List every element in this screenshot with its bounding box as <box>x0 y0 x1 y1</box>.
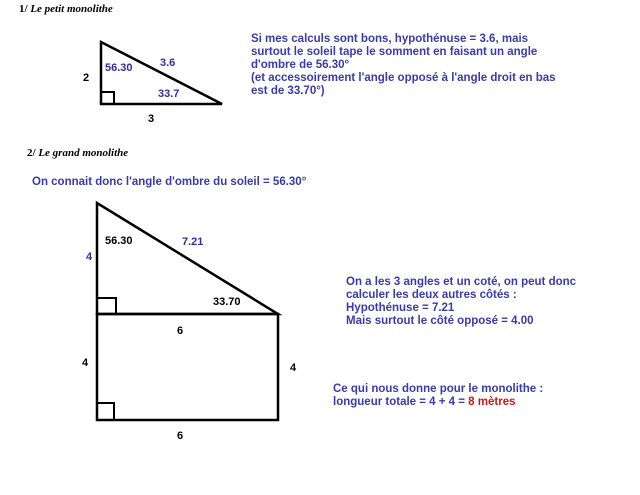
small-hypotenuse-label: 3.6 <box>160 57 176 69</box>
section1-line-2: surtout le soleil tape le somment en faisant un angle <box>251 46 538 58</box>
small-right-angle-marker <box>101 92 114 104</box>
big-triangle-left-label: 4 <box>86 251 93 263</box>
big-rect-right-label: 4 <box>290 362 297 374</box>
section1-title: Le petit monolithe <box>30 3 113 15</box>
conclusion-result: 8 mètres <box>468 396 516 408</box>
big-top-angle-label: 56.30 <box>105 235 133 247</box>
conclusion-line-1: Ce qui nous donne pour le monolithe : <box>333 383 544 395</box>
section2-line-3: Hypothénuse = 7.21 <box>346 302 455 314</box>
conclusion-prefix: longueur totale = 4 + 4 = <box>333 396 469 408</box>
big-bottom-angle-label: 33.70 <box>213 296 241 308</box>
big-triangle-shape <box>97 203 278 314</box>
section2-intro: On connait donc l'angle d'ombre du soleil = 56.30° <box>32 176 307 188</box>
small-left-side-label: 2 <box>83 72 90 84</box>
small-bottom-side-label: 3 <box>148 113 155 125</box>
big-rect-left-label: 4 <box>82 357 89 369</box>
section2-title: Le grand monolithe <box>38 147 129 159</box>
big-hypotenuse-label: 7.21 <box>182 236 204 248</box>
section1-line-5: est de 33.70°) <box>251 85 325 97</box>
section2-line-1: On a les 3 angles et un coté, on peut donc <box>346 276 577 288</box>
section2-line-4: Mais surtout le côté opposé = 4.00 <box>346 315 534 327</box>
section1-line-1: Si mes calculs sont bons, hypothénuse = 3.6, mais <box>251 33 529 45</box>
section1-line-3: d'ombre de 56.30° <box>251 59 350 71</box>
big-monolith <box>82 203 297 442</box>
big-rectangle-right-angle-marker <box>97 403 114 420</box>
small-bottom-angle-label: 33.7 <box>158 88 180 100</box>
section1-line-4: (et accessoirement l'angle opposé à l'angle droit en bas <box>251 72 556 84</box>
big-rectangle-shape <box>97 314 278 420</box>
small-top-angle-label: 56.30 <box>105 62 133 74</box>
section2-number: 2/ <box>27 147 36 159</box>
section2-line-2: calculer les deux autres côtés : <box>346 289 517 301</box>
big-bottom-side-label: 6 <box>177 430 184 442</box>
section1-number: 1/ <box>19 3 28 15</box>
big-middle-side-label: 6 <box>177 325 184 337</box>
small-triangle <box>83 42 222 125</box>
big-triangle-right-angle-marker <box>97 298 116 314</box>
